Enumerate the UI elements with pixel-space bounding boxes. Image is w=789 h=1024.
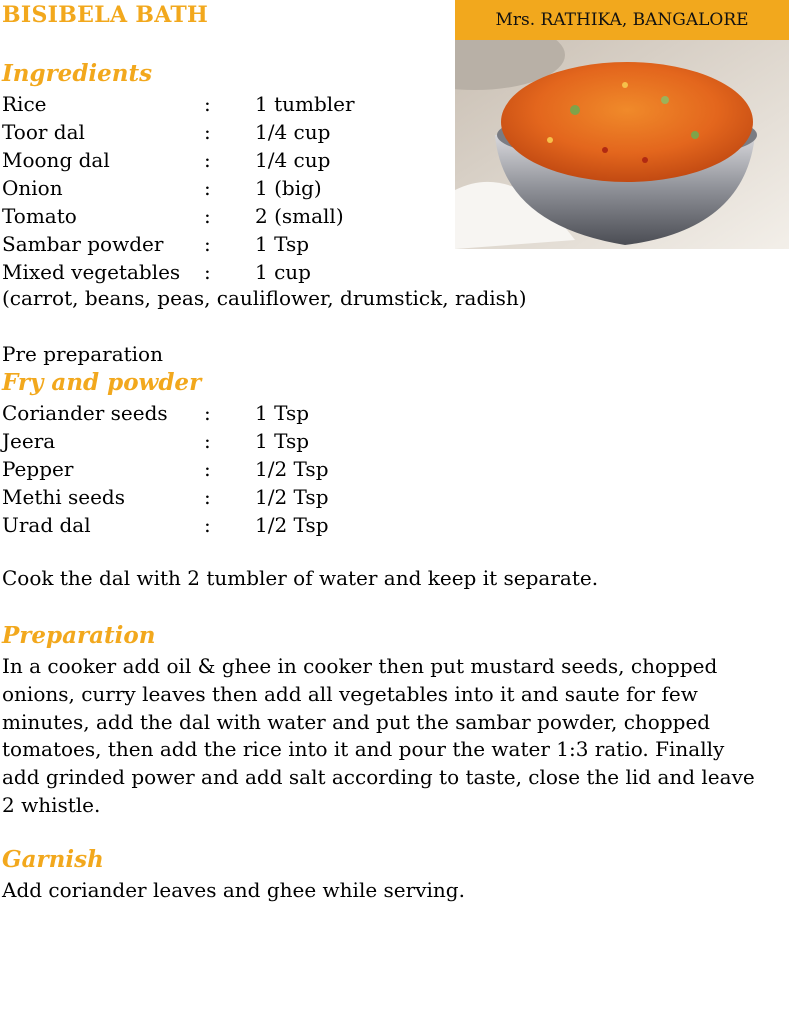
cook-dal-note: Cook the dal with 2 tumbler of water and keep it separate. — [2, 566, 599, 590]
separator: : — [204, 485, 211, 509]
vegetables-note: (carrot, beans, peas, cauliflower, drumstick, radish) — [2, 286, 527, 310]
separator: : — [204, 401, 211, 425]
separator: : — [204, 260, 211, 284]
separator: : — [204, 204, 211, 228]
ingredient-name: Toor dal — [2, 120, 85, 144]
preparation-heading: Preparation — [2, 622, 156, 649]
ingredient-name: Methi seeds — [2, 485, 125, 509]
ingredient-name: Tomato — [2, 204, 77, 228]
ingredient-quantity: 1 Tsp — [255, 429, 310, 453]
separator: : — [204, 92, 211, 116]
separator: : — [204, 148, 211, 172]
ingredient-name: Moong dal — [2, 148, 110, 172]
garnish-heading: Garnish — [2, 846, 104, 873]
separator: : — [204, 176, 211, 200]
author-banner — [455, 0, 789, 40]
ingredient-name: Rice — [2, 92, 47, 116]
ingredient-quantity: 2 (small) — [255, 204, 344, 228]
dish-bowl-image — [455, 40, 789, 249]
dish-photo — [455, 40, 789, 249]
ingredient-name: Onion — [2, 176, 63, 200]
ingredient-name: Coriander seeds — [2, 401, 168, 425]
ingredient-name: Urad dal — [2, 513, 91, 537]
ingredient-name: Jeera — [2, 429, 56, 453]
ingredient-quantity: 1/4 cup — [255, 148, 331, 172]
ingredient-quantity: 1 (big) — [255, 176, 322, 200]
ingredient-quantity: 1 tumbler — [255, 92, 355, 116]
ingredient-quantity: 1 Tsp — [255, 401, 310, 425]
separator: : — [204, 513, 211, 537]
separator: : — [204, 429, 211, 453]
ingredient-quantity: 1/2 Tsp — [255, 485, 329, 509]
garnish-text: Add coriander leaves and ghee while serving. — [2, 878, 465, 902]
ingredient-quantity: 1 cup — [255, 260, 311, 284]
author-name: Mrs. RATHIKA, BANGALORE — [495, 10, 749, 30]
pre-preparation-label: Pre preparation — [2, 342, 163, 366]
preparation-text: In a cooker add oil & ghee in cooker then put mustard seeds, chopped onions, curry leaves then add all vegetables into it and saute for few minutes, add the dal with water and put the sambar powder, chopped tomatoes, then add the rice into it and pour the water 1:3 ratio. Finally add grinded power and add salt according to taste, close the lid and leave 2 whistle. — [2, 654, 755, 817]
ingredient-name: Pepper — [2, 457, 74, 481]
ingredient-quantity: 1/2 Tsp — [255, 513, 329, 537]
ingredients-heading: Ingredients — [2, 60, 153, 87]
separator: : — [204, 232, 211, 256]
ingredient-name: Sambar powder — [2, 232, 164, 256]
ingredient-name: Mixed vegetables — [2, 260, 181, 284]
ingredient-quantity: 1/2 Tsp — [255, 457, 329, 481]
recipe-title: BISIBELA BATH — [2, 2, 209, 28]
ingredient-quantity: 1 Tsp — [255, 232, 310, 256]
separator: : — [204, 120, 211, 144]
ingredient-quantity: 1/4 cup — [255, 120, 331, 144]
separator: : — [204, 457, 211, 481]
fry-and-powder-heading: Fry and powder — [2, 369, 202, 396]
